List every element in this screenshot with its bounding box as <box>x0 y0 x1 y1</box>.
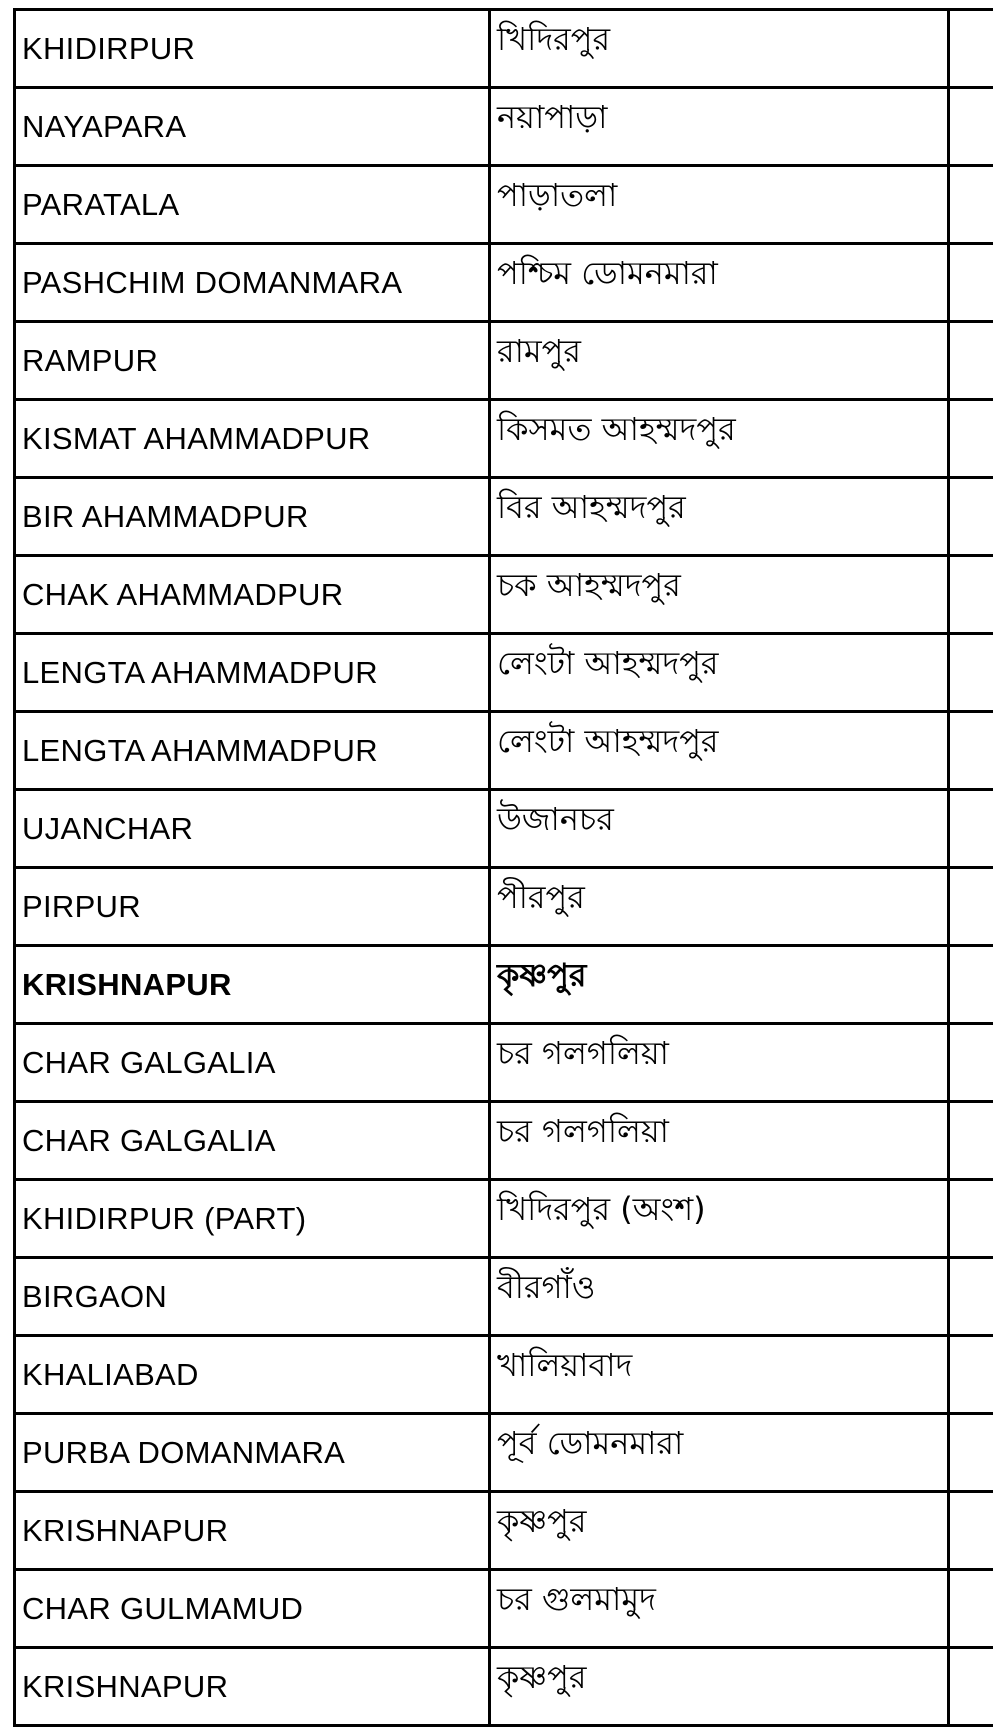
table-row <box>15 1492 993 1570</box>
village-name-english-cell: PASHCHIM DOMANMARA <box>15 244 490 322</box>
empty-cell <box>949 634 993 712</box>
table-row <box>15 1336 993 1414</box>
empty-cell <box>949 1570 993 1648</box>
table-row <box>15 1648 993 1726</box>
empty-cell <box>949 556 993 634</box>
village-name-bengali-cell: লেংটা আহম্মদপুর <box>490 712 949 790</box>
table-body <box>15 10 993 1726</box>
village-name-english-cell: CHAR GALGALIA <box>15 1102 490 1180</box>
table-row <box>15 556 993 634</box>
village-name-bengali-cell: চর গলগলিয়া <box>490 1024 949 1102</box>
village-name-english-cell: KHALIABAD <box>15 1336 490 1414</box>
table-row <box>15 1414 993 1492</box>
table-row <box>15 244 993 322</box>
empty-cell <box>949 1102 993 1180</box>
empty-cell <box>949 946 993 1024</box>
table-row <box>15 1258 993 1336</box>
empty-cell <box>949 1258 993 1336</box>
village-name-bengali-cell: চর গুলমামুদ <box>490 1570 949 1648</box>
village-name-english-cell: NAYAPARA <box>15 88 490 166</box>
village-name-english-cell: KHIDIRPUR <box>15 10 490 88</box>
village-name-english-cell: CHAR GULMAMUD <box>15 1570 490 1648</box>
empty-cell <box>949 400 993 478</box>
village-name-bengali-cell: কৃষ্ণপুর <box>490 946 949 1024</box>
table-row <box>15 634 993 712</box>
village-name-english-cell: CHAK AHAMMADPUR <box>15 556 490 634</box>
village-name-english-cell: BIR AHAMMADPUR <box>15 478 490 556</box>
village-name-english-cell: PIRPUR <box>15 868 490 946</box>
village-name-bengali-cell: চক আহম্মদপুর <box>490 556 949 634</box>
table-row <box>15 166 993 244</box>
village-name-bengali-cell: উজানচর <box>490 790 949 868</box>
empty-cell <box>949 790 993 868</box>
empty-cell <box>949 1492 993 1570</box>
empty-cell <box>949 10 993 88</box>
village-name-english-cell: UJANCHAR <box>15 790 490 868</box>
table-row <box>15 1102 993 1180</box>
village-name-bengali-cell: খিদিরপুর (অংশ) <box>490 1180 949 1258</box>
village-name-english-cell: BIRGAON <box>15 1258 490 1336</box>
village-name-bengali-cell: লেংটা আহম্মদপুর <box>490 634 949 712</box>
empty-cell <box>949 322 993 400</box>
village-name-bengali-cell: পশ্চিম ডোমনমারা <box>490 244 949 322</box>
table-row <box>15 88 993 166</box>
table-row <box>15 946 993 1024</box>
empty-cell <box>949 244 993 322</box>
village-name-bengali-cell: চর গলগলিয়া <box>490 1102 949 1180</box>
empty-cell <box>949 1414 993 1492</box>
table-row <box>15 1024 993 1102</box>
village-name-bengali-cell: পাড়াতলা <box>490 166 949 244</box>
village-name-bengali-cell: পূর্ব ডোমনমারা <box>490 1414 949 1492</box>
village-name-bengali-cell: বীরগাঁও <box>490 1258 949 1336</box>
village-name-english-cell: PURBA DOMANMARA <box>15 1414 490 1492</box>
table-row <box>15 400 993 478</box>
table-row <box>15 712 993 790</box>
village-name-bengali-cell: কৃষ্ণপুর <box>490 1648 949 1726</box>
empty-cell <box>949 1336 993 1414</box>
empty-cell <box>949 1648 993 1726</box>
table-row <box>15 10 993 88</box>
village-name-english-cell: RAMPUR <box>15 322 490 400</box>
village-name-english-cell: LENGTA AHAMMADPUR <box>15 712 490 790</box>
village-name-english-cell: KRISHNAPUR <box>15 1492 490 1570</box>
village-name-bengali-cell: নয়াপাড়া <box>490 88 949 166</box>
village-name-english-cell: KRISHNAPUR <box>15 1648 490 1726</box>
village-name-english-cell: CHAR GALGALIA <box>15 1024 490 1102</box>
village-name-english-cell: PARATALA <box>15 166 490 244</box>
empty-cell <box>949 868 993 946</box>
village-name-bengali-cell: খিদিরপুর <box>490 10 949 88</box>
table-row <box>15 322 993 400</box>
village-name-bengali-cell: কৃষ্ণপুর <box>490 1492 949 1570</box>
empty-cell <box>949 478 993 556</box>
village-name-bengali-cell: বির আহম্মদপুর <box>490 478 949 556</box>
table-row <box>15 1570 993 1648</box>
village-name-english-cell: LENGTA AHAMMADPUR <box>15 634 490 712</box>
village-name-bengali-cell: কিসমত আহম্মদপুর <box>490 400 949 478</box>
table-row <box>15 790 993 868</box>
village-name-table <box>13 8 993 1727</box>
village-name-english-cell: KHIDIRPUR (PART) <box>15 1180 490 1258</box>
empty-cell <box>949 1180 993 1258</box>
village-name-bengali-cell: খালিয়াবাদ <box>490 1336 949 1414</box>
table-row <box>15 478 993 556</box>
village-name-bengali-cell: পীরপুর <box>490 868 949 946</box>
empty-cell <box>949 712 993 790</box>
empty-cell <box>949 166 993 244</box>
village-name-bengali-cell: রামপুর <box>490 322 949 400</box>
village-name-english-cell: KRISHNAPUR <box>15 946 490 1024</box>
table-row <box>15 1180 993 1258</box>
empty-cell <box>949 88 993 166</box>
table-row <box>15 868 993 946</box>
village-name-english-cell: KISMAT AHAMMADPUR <box>15 400 490 478</box>
empty-cell <box>949 1024 993 1102</box>
